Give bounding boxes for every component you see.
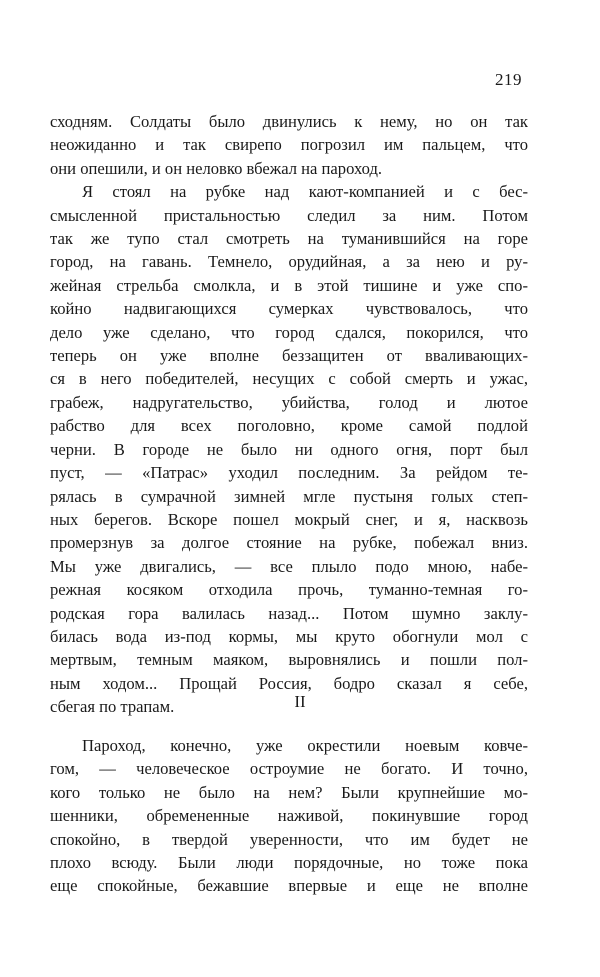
text-line: промерзнув за долгое стояние на рубке, побежал вниз. [50,533,528,553]
page-number: 219 [495,70,522,89]
section-text [50,734,528,898]
text-line: Я стоял на рубке над кают-компанией и с бес- [82,182,528,202]
text-line: черни. В городе не было ни одного огня, порт был [50,439,528,459]
text-line: рабство для всех поголовно, кроме самой подлой [50,416,528,436]
text-line: ным ходом... Прощай Россия, бодро сказал я себе, [50,673,528,693]
section-heading: II [294,692,306,711]
text-line: так же тупо стал смотреть на туманившийся на горе [50,229,528,249]
text-line: режная косяком отходила прочь, туманно-темная го- [50,580,528,600]
text-line: теперь он уже вполне беззащитен от вваливающих- [50,346,528,366]
text-line: сходням. Солдаты было двинулись к нему, но он так [50,112,528,131]
text-line: еще спокойные, бежавшие впервые и еще не вполне [50,876,528,896]
text-line: они опешили, и он неловко вбежал на пароход. [50,158,383,178]
text-line: неожиданно и так свирепо погрозил им пальцем, что [50,135,528,155]
text-line: рялась в сумрачной зимней мгле пустыня голых степ- [50,486,528,506]
text-line: ся в него победителей, несущих с собой смерть и ужас, [50,369,528,389]
text-line: гом, — человеческое остроумие не богато. И точно, [50,759,528,779]
text-line: кого только не было на нем? Были крупнейшие мо- [50,782,528,802]
text-line: койно надвигающихся сумерках чувствовалось, что [50,299,528,319]
text-line: Пароход, конечно, уже окрестили ноевым ковче- [82,736,528,755]
text-line: мертвым, темным маяком, выровнялись и пошли пол- [50,650,528,670]
text-line: плохо всюду. Были люди порядочные, но тоже пока [50,853,528,873]
text-line: пуст, — «Патрас» уходил последним. За рейдом те- [50,463,528,483]
text-line: родская гора валилась назад... Потом шумно заклу- [50,603,528,623]
text-line: спокойно, в твердой уверенности, что им будет не [50,829,528,849]
text-line: грабеж, надругательство, убийства, голод и лютое [50,392,528,412]
text-line: сбегая по трапам. [50,697,175,717]
body-text [50,110,528,719]
text-line: дело уже сделано, что город сдался, покорился, что [50,322,528,342]
text-line: жейная стрельба смолкла, и в этой тишине и уже спо- [50,275,528,295]
text-line: билась вода из-под кормы, мы круто обогнули мол с [50,626,528,646]
text-line: смысленной пристальностью следил за ним. Потом [50,205,528,225]
text-line: город, на гавань. Темнело, орудийная, а за нею и ру- [50,252,528,272]
text-line: шенники, обремененные наживой, покинувшие город [50,806,528,826]
text-line: Мы уже двигались, — все плыло подо мною, набе- [50,556,528,576]
text-line: ных берегов. Вскоре пошел мокрый снег, и я, насквозь [50,509,528,529]
